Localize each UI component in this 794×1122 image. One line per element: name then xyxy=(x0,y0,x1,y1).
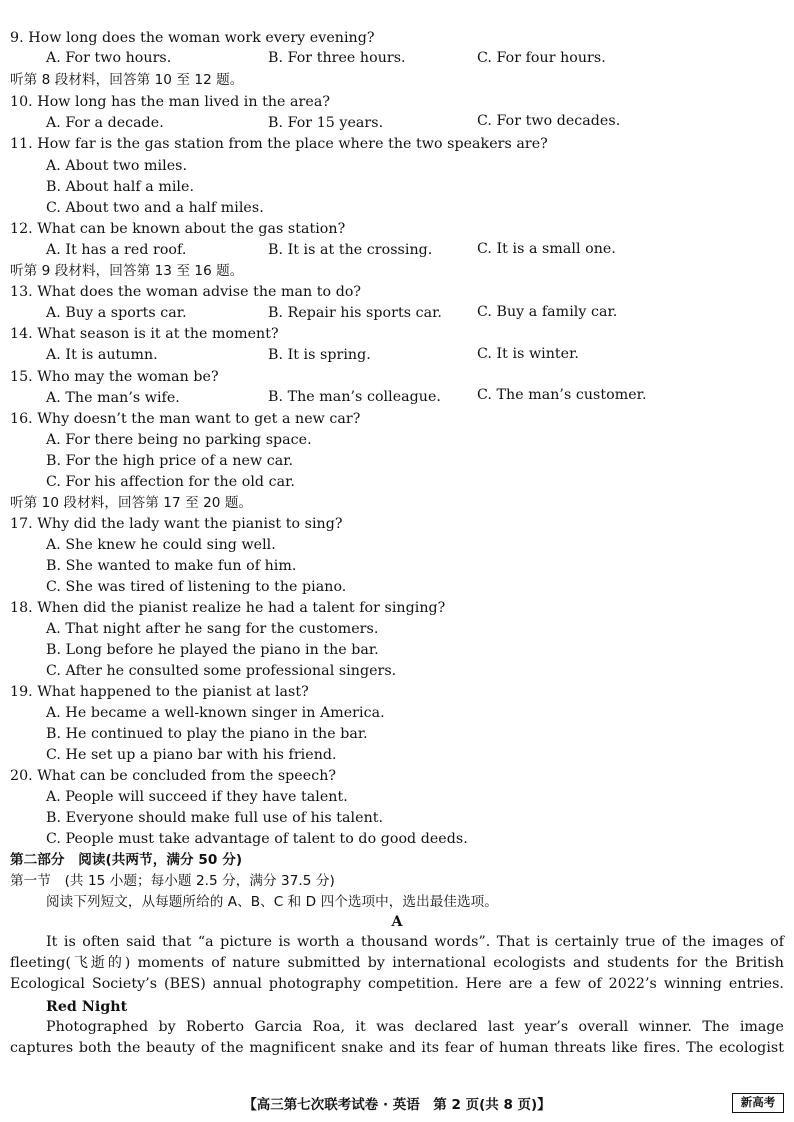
q19-stem: 19. What happened to the pianist at last? xyxy=(10,684,309,700)
q15-option-a: A. The man’s wife. xyxy=(46,390,180,406)
q16-stem: 16. Why doesn’t the man want to get a new car? xyxy=(10,411,361,427)
q19-option-c: C. He set up a piano bar with his friend. xyxy=(46,747,337,763)
q20-stem: 20. What can be concluded from the speech? xyxy=(10,768,337,784)
passage-line-5: captures both the beauty of the magnificent snake and its fear of human threats like fires. The ecologist xyxy=(10,1040,784,1056)
q18-option-c: C. After he consulted some professional singers. xyxy=(46,663,397,679)
q14-option-b: B. It is spring. xyxy=(268,347,371,363)
q20-option-b: B. Everyone should make full use of his talent. xyxy=(46,810,384,826)
q10-option-b: B. For 15 years. xyxy=(268,115,384,131)
passage-line-1: It is often said that “a picture is worth a thousand words”. That is certainly true of the images of xyxy=(46,934,784,950)
q18-option-b: B. Long before he played the piano in the bar. xyxy=(46,642,379,658)
q16-option-b: B. For the high price of a new car. xyxy=(46,453,294,469)
q18-stem: 18. When did the pianist realize he had a talent for singing? xyxy=(10,600,446,616)
q12-option-a: A. It has a red roof. xyxy=(46,242,187,258)
q15-option-b: B. The man’s colleague. xyxy=(268,389,441,405)
q16-option-a: A. For there being no parking space. xyxy=(46,432,312,448)
q17-option-a: A. She knew he could sing well. xyxy=(46,537,276,553)
q9-stem: 9. How long does the woman work every evening? xyxy=(10,30,375,46)
part-title: 第二部分 阅读(共两节，满分 50 分) xyxy=(10,852,243,868)
q11-stem: 11. How far is the gas station from the place where the two speakers are? xyxy=(10,136,548,152)
q10-stem: 10. How long has the man lived in the area? xyxy=(10,94,330,110)
q10-option-c: C. For two decades. xyxy=(477,113,621,129)
q19-option-a: A. He became a well-known singer in America. xyxy=(46,705,385,721)
q14-option-c: C. It is winter. xyxy=(477,346,579,362)
passage-line-2: fleeting(飞逝的) moments of nature submitted by international ecologists and students for the British xyxy=(10,955,784,971)
q17-option-b: B. She wanted to make fun of him. xyxy=(46,558,297,574)
q15-option-c: C. The man’s customer. xyxy=(477,387,647,403)
q14-stem: 14. What season is it at the moment? xyxy=(10,326,279,342)
q17-stem: 17. Why did the lady want the pianist to sing? xyxy=(10,516,343,532)
section-header-9: 听第 9 段材料，回答第 13 至 16 题。 xyxy=(10,263,244,279)
q17-option-c: C. She was tired of listening to the piano. xyxy=(46,579,347,595)
q9-option-c: C. For four hours. xyxy=(477,50,606,66)
q15-stem: 15. Who may the woman be? xyxy=(10,369,219,385)
page-footer: 【高三第七次联考试卷 · 英语 第 2 页(共 8 页)】 xyxy=(243,1097,551,1113)
q9-option-a: A. For two hours. xyxy=(46,50,172,66)
q19-option-b: B. He continued to play the piano in the bar. xyxy=(46,726,368,742)
passage-line-4: Photographed by Roberto Garcia Roa, it was declared last year’s overall winner. The image xyxy=(46,1019,784,1035)
q12-option-c: C. It is a small one. xyxy=(477,241,616,257)
passage-line-3: Ecological Society’s (BES) annual photography competition. Here are a few of 2022’s winning entries. xyxy=(10,976,784,992)
passage-letter: A xyxy=(391,914,403,930)
q16-option-c: C. For his affection for the old car. xyxy=(46,474,295,490)
section-header-8: 听第 8 段材料，回答第 10 至 12 题。 xyxy=(10,72,244,88)
section-title: 第一节 (共 15 小题；每小题 2.5 分，满分 37.5 分) xyxy=(10,873,335,889)
q18-option-a: A. That night after he sang for the customers. xyxy=(46,621,379,637)
subheading-red-night: Red Night xyxy=(46,999,128,1015)
q11-option-c: C. About two and a half miles. xyxy=(46,200,264,216)
section-header-10: 听第 10 段材料，回答第 17 至 20 题。 xyxy=(10,495,253,511)
q11-option-b: B. About half a mile. xyxy=(46,179,195,195)
q20-option-c: C. People must take advantage of talent to do good deeds. xyxy=(46,831,468,847)
q9-option-b: B. For three hours. xyxy=(268,50,406,66)
q12-stem: 12. What can be known about the gas station? xyxy=(10,221,346,237)
q20-option-a: A. People will succeed if they have talent. xyxy=(46,789,348,805)
q12-option-b: B. It is at the crossing. xyxy=(268,242,433,258)
reading-instructions: 阅读下列短文，从每题所给的 A、B、C 和 D 四个选项中，选出最佳选项。 xyxy=(46,894,498,910)
q10-option-a: A. For a decade. xyxy=(46,115,164,131)
q13-stem: 13. What does the woman advise the man to do? xyxy=(10,284,362,300)
q14-option-a: A. It is autumn. xyxy=(46,347,158,363)
q11-option-a: A. About two miles. xyxy=(46,158,188,174)
q13-option-c: C. Buy a family car. xyxy=(477,304,618,320)
q13-option-b: B. Repair his sports car. xyxy=(268,305,442,321)
q13-option-a: A. Buy a sports car. xyxy=(46,305,187,321)
exam-type-badge: 新高考 xyxy=(732,1093,784,1113)
